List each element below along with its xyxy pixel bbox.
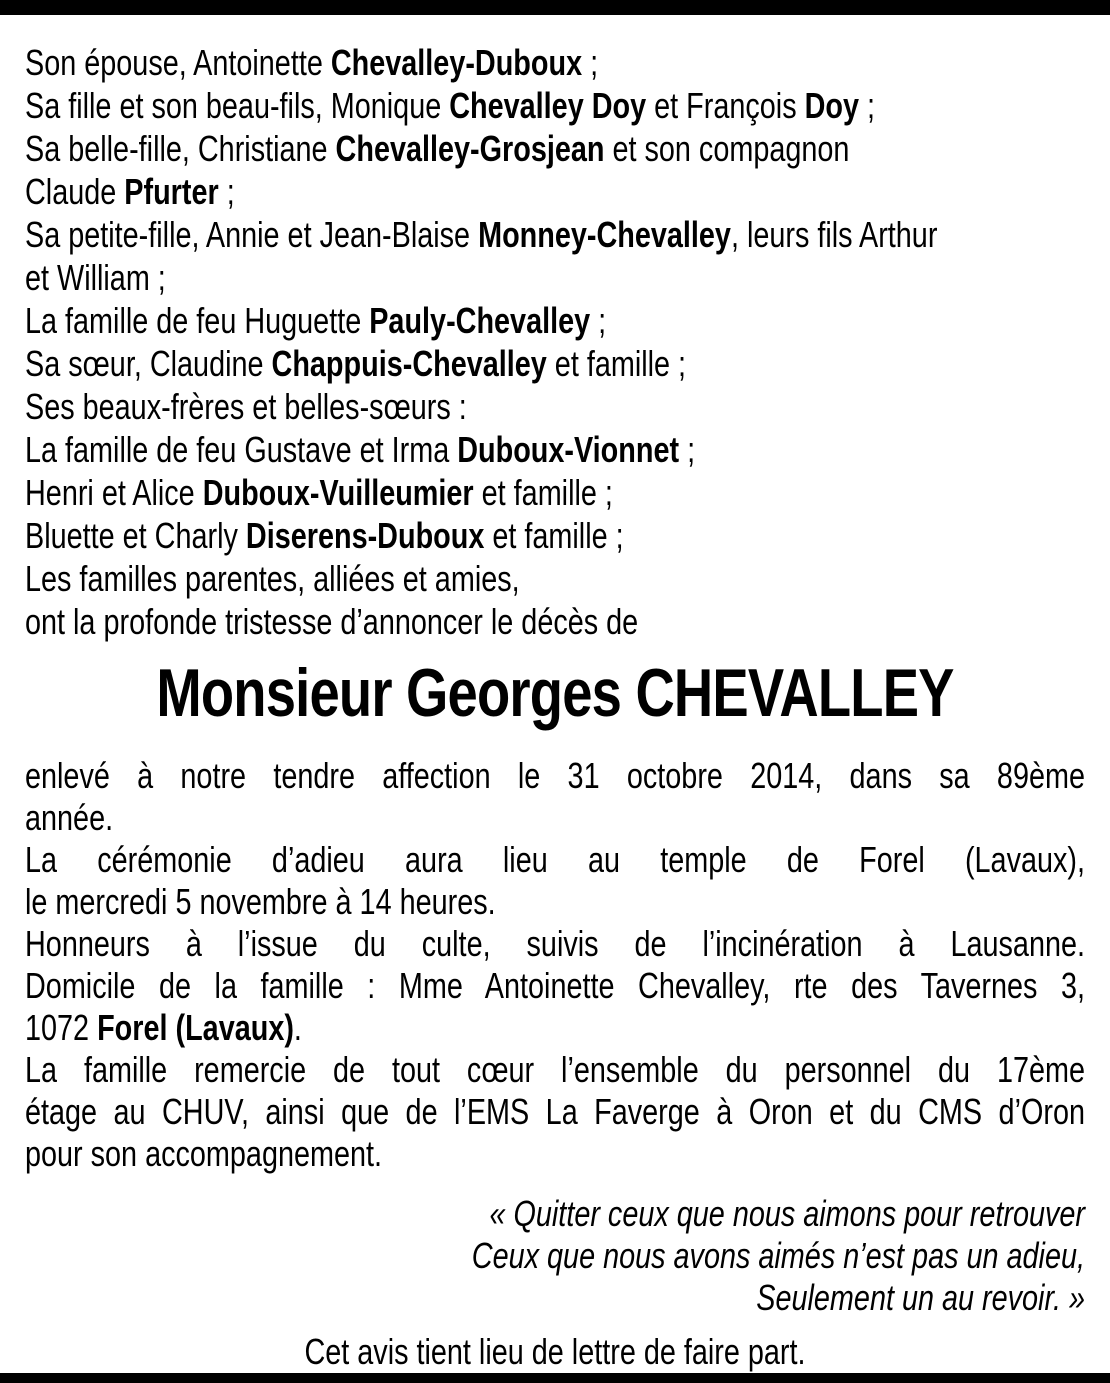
text-line <box>25 797 1085 839</box>
bold-name-segment: Diserens-Duboux <box>245 515 485 556</box>
text-segment: Sa sœur, Claudine <box>25 343 272 384</box>
text-line <box>25 1091 1085 1133</box>
text-segment: 1072 <box>25 1007 98 1048</box>
text-segment: ; <box>679 429 696 470</box>
closing-line: Cet avis tient lieu de lettre de faire part. <box>304 1331 806 1372</box>
text-segment: La famille de feu Huguette <box>25 300 370 341</box>
text-segment: Les familles parentes, alliées et amies, <box>25 558 520 599</box>
text-line <box>25 170 1085 213</box>
text-line <box>25 881 1085 923</box>
text-segment: Seulement un au revoir. » <box>756 1277 1085 1318</box>
text-line <box>25 428 1085 471</box>
text-segment: La cérémonie d’adieu aura lieu au temple de Forel (Lavaux), <box>25 839 1085 880</box>
text-segment: Henri et Alice <box>25 472 203 513</box>
text-segment: ; <box>859 85 876 126</box>
bold-name-segment: Duboux-Vuilleumier <box>202 472 474 513</box>
text-segment: Ceux que nous avons aimés n’est pas un adieu, <box>471 1235 1085 1276</box>
text-segment: . <box>293 1007 302 1048</box>
text-line <box>25 256 1085 299</box>
bold-name-segment: Chappuis-Chevalley <box>271 343 547 384</box>
bold-name-segment: Chevalley-Duboux <box>330 42 583 83</box>
bold-name-segment: Monney-Chevalley <box>478 214 731 255</box>
text-segment: pour son accompagnement. <box>25 1133 383 1174</box>
bold-name-segment: Forel (Lavaux) <box>97 1007 294 1048</box>
family-list <box>25 41 1085 643</box>
text-line <box>25 471 1085 514</box>
text-line <box>25 1133 1085 1175</box>
text-segment: et famille ; <box>546 343 687 384</box>
text-segment: La famille de feu Gustave et Irma <box>25 429 458 470</box>
text-line <box>25 1049 1085 1091</box>
text-segment: La famille remercie de tout cœur l’ensemble du personnel du 17ème <box>25 1049 1085 1090</box>
text-segment: Domicile de la famille : Mme Antoinette Chevalley, rte des Tavernes 3, <box>25 965 1085 1006</box>
text-segment: , leurs fils Arthur <box>730 214 938 255</box>
text-segment: et famille ; <box>473 472 613 513</box>
text-segment: Bluette et Charly <box>25 515 246 556</box>
notice-text-column <box>25 41 1085 1373</box>
text-line <box>25 84 1085 127</box>
text-segment: année. <box>25 797 114 838</box>
text-line <box>25 839 1085 881</box>
text-segment: étage au CHUV, ainsi que de l’EMS La Faverge à Oron et du CMS d’Oron <box>25 1091 1085 1132</box>
text-line <box>25 965 1085 1007</box>
announcement-body <box>25 755 1085 1175</box>
text-segment: Ses beaux-frères et belles-sœurs : <box>25 386 467 427</box>
text-segment: et son compagnon <box>604 128 850 169</box>
text-segment: et François <box>646 85 805 126</box>
text-line <box>25 41 1085 84</box>
text-line <box>25 755 1085 797</box>
text-line <box>25 385 1085 428</box>
text-segment: ont la profonde tristesse d’annoncer le décès de <box>25 601 639 642</box>
bold-name-segment: Pfurter <box>124 171 219 212</box>
text-segment: ; <box>590 300 607 341</box>
text-segment: le mercredi 5 novembre à 14 heures. <box>25 881 496 922</box>
text-segment: Sa belle-fille, Christiane <box>25 128 336 169</box>
text-segment: Sa petite-fille, Annie et Jean-Blaise <box>25 214 479 255</box>
text-line <box>25 1235 1085 1277</box>
text-segment: Son épouse, Antoinette <box>25 42 331 83</box>
bold-name-segment: Doy <box>804 85 860 126</box>
text-line <box>25 557 1085 600</box>
bold-name-segment: Duboux-Vionnet <box>457 429 680 470</box>
text-segment: et William ; <box>25 257 166 298</box>
bold-name-segment: Chevalley-Grosjean <box>335 128 605 169</box>
obituary-notice <box>25 15 1085 1373</box>
text-segment: ; <box>582 42 599 83</box>
text-line <box>25 213 1085 256</box>
text-line <box>25 127 1085 170</box>
text-segment: « Quitter ceux que nous aimons pour retrouver <box>489 1193 1086 1234</box>
bottom-border-bar <box>0 1373 1110 1383</box>
text-segment: ; <box>218 171 235 212</box>
text-segment: et famille ; <box>484 515 624 556</box>
text-line <box>25 342 1085 385</box>
top-border-bar <box>0 0 1110 15</box>
text-segment: Sa fille et son beau-fils, Monique <box>25 85 450 126</box>
deceased-name-title: Monsieur Georges CHEVALLEY <box>156 655 954 731</box>
bold-name-segment: Pauly-Chevalley <box>369 300 591 341</box>
text-segment: Honneurs à l’issue du culte, suivis de l’incinération à Lausanne. <box>25 923 1085 964</box>
text-line <box>25 514 1085 557</box>
bold-name-segment: Chevalley Doy <box>449 85 647 126</box>
text-line <box>25 1007 1085 1049</box>
text-line <box>25 1277 1085 1319</box>
memorial-quote <box>25 1193 1085 1319</box>
text-line <box>25 600 1085 643</box>
text-segment: Claude <box>25 171 125 212</box>
text-line <box>25 299 1085 342</box>
text-line <box>25 923 1085 965</box>
text-segment: enlevé à notre tendre affection le 31 octobre 2014, dans sa 89ème <box>25 755 1085 796</box>
text-line <box>25 1193 1085 1235</box>
